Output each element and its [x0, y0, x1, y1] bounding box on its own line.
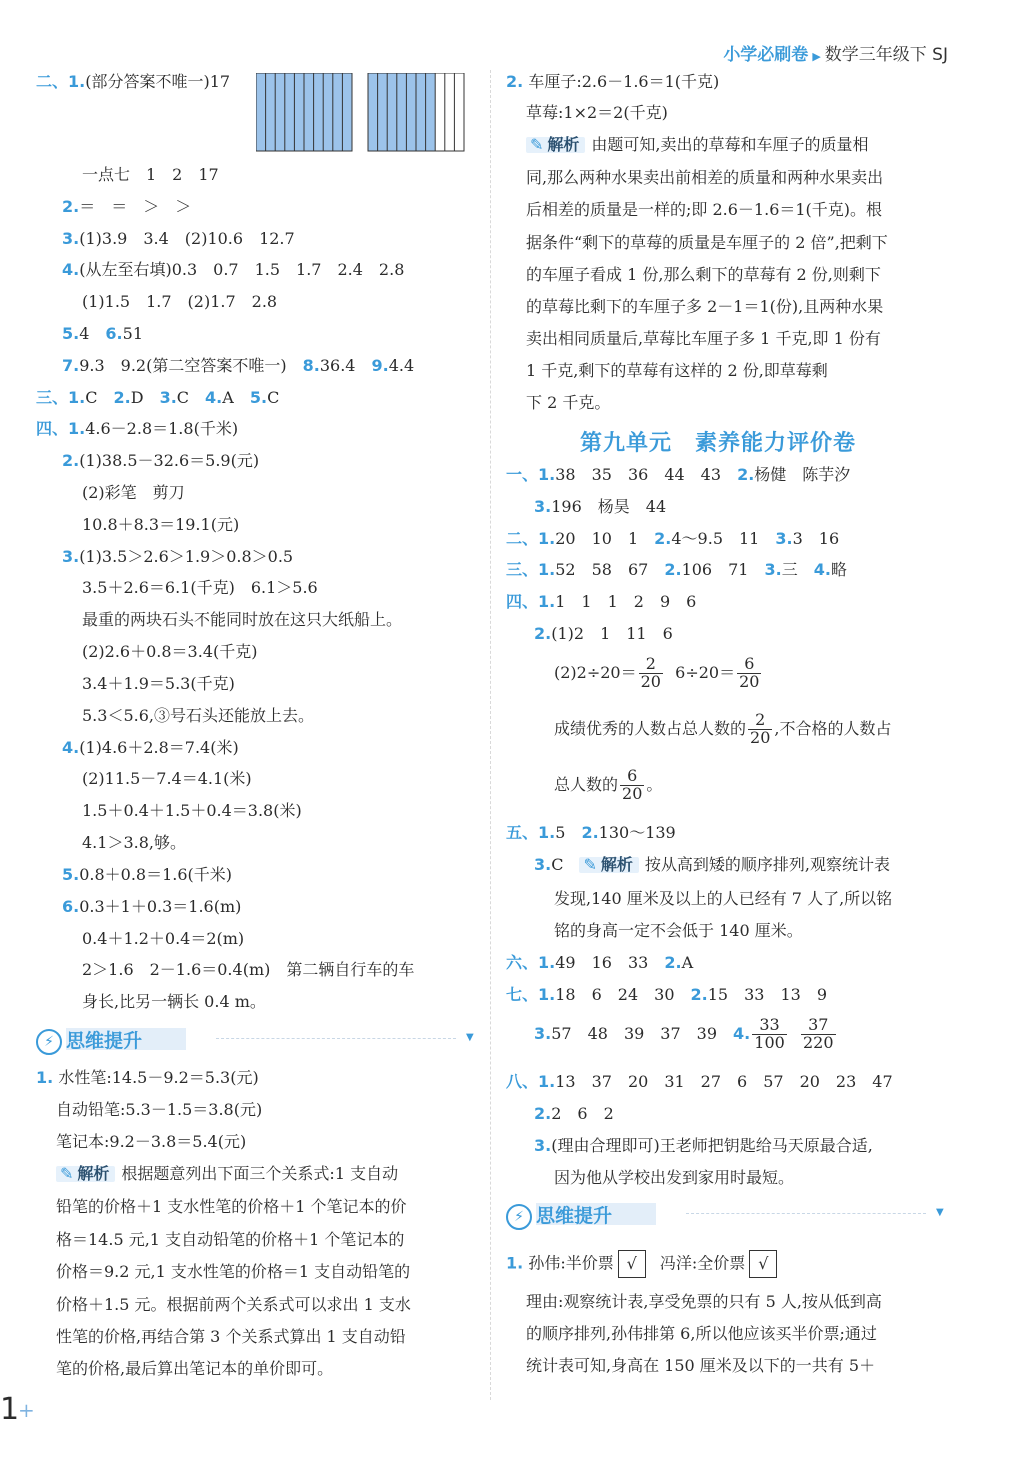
answer-line: 六、1.49 16 33 2.A: [506, 953, 694, 972]
answer-line: 二、1.20 10 1 2.4～9.5 11 3.3 16: [506, 529, 840, 548]
lightning-icon: ⚡: [506, 1204, 532, 1230]
banner-title: 思维提升: [536, 1205, 613, 1227]
brand-label: 小学必刷卷: [723, 45, 809, 65]
answer-line: 理由:观察统计表,享受免票的只有 5 人,按从低到高: [526, 1292, 882, 1311]
answer-line: 1. 孙伟:半价票 √ 冯洋:全价票 √: [506, 1250, 781, 1278]
analysis-line: 铭的身高一定不会低于 140 厘米。: [554, 921, 803, 940]
banner-title: 思维提升: [66, 1030, 143, 1052]
fraction: $\frac{6}{20}$: [739, 654, 760, 691]
analysis-line: 卖出相同质量后,草莓比车厘子多 1 千克,即 1 份有: [526, 329, 881, 348]
checkbox-checked: √: [749, 1250, 777, 1278]
answer-line: (2)2÷20＝ $\frac{2}{20}$ 6÷20＝ $\frac{6}{20}$: [554, 654, 760, 691]
analysis-line: 后相差的质量是一样的;即 2.6－1.6＝1(千克)。根: [526, 200, 883, 219]
analysis-line: 1 千克,剩下的草莓有这样的 2 份,即草莓剩: [526, 361, 828, 380]
answer-line: 三、1.52 58 67 2.106 71 3.三 4.略: [506, 560, 847, 579]
answer-line: 5.0.8＋0.8＝1.6(千米): [62, 865, 233, 884]
analysis-line: 的车厘子看成 1 份,那么剩下的草莓有 2 份,则剩下: [526, 265, 881, 284]
answer-line: 四、1.1 1 1 2 9 6: [506, 592, 697, 611]
answer-line: 2＞1.6 2－1.6＝0.4(m) 第二辆自行车的车: [82, 960, 415, 979]
analysis-line: 据条件“剩下的草莓的质量是车厘子的 2 倍”,把剩下: [526, 233, 888, 252]
analysis-line: ✎ 解析 由题可知,卖出的草莓和车厘子的质量相: [526, 137, 869, 153]
answer-line: 因为他从学校出发到家用时最短。: [554, 1168, 795, 1187]
answer-line: 2.＝ ＝ ＞ ＞: [62, 197, 192, 216]
checkbox-checked: √: [618, 1250, 646, 1278]
answer-line: 最重的两块石头不能同时放在这只大纸船上。: [82, 610, 403, 629]
unit-title: 第九单元 素养能力评价卷: [580, 431, 857, 456]
triangle-icon: ▶: [812, 50, 821, 63]
page-header: [723, 40, 948, 65]
answer-line: (2)11.5－7.4＝4.1(米): [82, 769, 252, 788]
answer-line: 3.C ✎ 解析 按从高到矮的顺序排列,观察统计表: [534, 855, 890, 874]
analysis-line: 价格＋1.5 元。根据前两个关系式可以求出 1 支水: [56, 1295, 411, 1314]
answer-line: 一、1.38 35 36 44 43 2.杨健 陈芋汐: [506, 465, 851, 484]
answer-line: 五、1.5 2.130～139: [506, 823, 676, 842]
answer-line: 5.3＜5.6,③号石头还能放上去。: [82, 706, 314, 725]
answer-line: 4.(1)4.6＋2.8＝7.4(米): [62, 738, 239, 757]
answer-line: 八、1.13 37 20 31 27 6 57 20 23 47: [506, 1072, 893, 1091]
analysis-tag: ✎ 解析: [526, 137, 585, 153]
answer-line: 2.2 6 2: [534, 1104, 614, 1123]
answer-line: 3.(1)3.9 3.4 (2)10.6 12.7: [62, 229, 295, 248]
answer-line: (1)1.5 1.7 (2)1.7 2.8: [82, 292, 278, 311]
lightning-icon: ⚡: [36, 1029, 62, 1055]
analysis-line: 下 2 千克。: [526, 393, 611, 412]
answer-line: 3.4＋1.9＝5.3(千克): [82, 674, 235, 693]
answer-line: 3.(理由合理即可)王老师把钥匙给马天原最合适,: [534, 1136, 873, 1155]
arrow-down-icon: ▼: [936, 1207, 944, 1218]
answer-line: 的顺序排列,孙伟排第 6,所以他应该买半价票;通过: [526, 1324, 877, 1343]
answer-line: 身长,比另一辆长 0.4 m。: [82, 992, 266, 1011]
answer-line: 统计表可知,身高在 150 厘米及以下的一共有 5＋: [526, 1356, 876, 1375]
answer-line: 3.(1)3.5＞2.6＞1.9＞0.8＞0.5: [62, 547, 294, 566]
analysis-line: ✎ 解析 根据题意列出下面三个关系式:1 支自动: [56, 1166, 398, 1182]
answer-line: 6.0.3＋1＋0.3＝1.6(m): [62, 897, 242, 916]
answer-line: 1.5＋0.4＋1.5＋0.4＝3.8(米): [82, 801, 302, 820]
fraction: $\frac{2}{20}$: [640, 654, 661, 691]
answer-line: 3.57 48 39 37 39 4. $\frac{33}{100}$ $\frac{37}{220}$: [534, 1015, 834, 1052]
answer-line: 3.5＋2.6＝6.1(千克) 6.1＞5.6: [82, 578, 318, 597]
answer-line: 2. 车厘子:2.6－1.6＝1(千克): [506, 72, 720, 91]
answer-line: 2.(1)38.5－32.6＝5.9(元): [62, 451, 260, 470]
section-banner: [506, 1201, 946, 1227]
answer-line: 7.9.3 9.2(第二空答案不唯一) 8.36.4 9.4.4: [62, 356, 415, 375]
analysis-line: 同,那么两种水果卖出前相差的质量和两种水果卖出: [526, 168, 884, 187]
plus-icon: +: [18, 1398, 35, 1422]
pencil-icon: ✎: [583, 855, 597, 874]
arrow-down-icon: ▼: [466, 1032, 474, 1043]
answer-line: 自动铅笔:5.3－1.5＝3.8(元): [56, 1100, 263, 1119]
answer-line: 1. 水性笔:14.5－9.2＝5.3(元): [36, 1068, 259, 1087]
answer-line: 10.8＋8.3＝19.1(元): [82, 515, 240, 534]
answer-line: 2.(1)2 1 11 6: [534, 624, 673, 643]
answer-line: 三、1.C 2.D 3.C 4.A 5.C: [36, 388, 280, 407]
answer-line: (2)彩笔 剪刀: [82, 483, 185, 502]
answer-line: 一点七 1 2 17: [82, 165, 219, 184]
fraction: $\frac{2}{20}$: [750, 710, 771, 747]
answer-line: 0.4＋1.2＋0.4＝2(m): [82, 929, 245, 948]
page-number: 1: [0, 1392, 20, 1427]
answer-line: 二、1.(部分答案不唯一)17: [36, 72, 231, 91]
analysis-line: 价格＝9.2 元,1 支水性笔的价格＝1 支自动铅笔的: [56, 1262, 411, 1281]
fraction: $\frac{37}{220}$: [802, 1015, 834, 1052]
answer-line: 笔记本:9.2－3.8＝5.4(元): [56, 1132, 247, 1151]
answer-line: (2)2.6＋0.8＝3.4(千克): [82, 642, 258, 661]
answer-line: 4.1＞3.8,够。: [82, 833, 186, 852]
analysis-line: 发现,140 厘米及以上的人已经有 7 人了,所以铭: [554, 889, 893, 908]
pencil-icon: ✎: [60, 1164, 74, 1183]
analysis-line: 笔的价格,最后算出笔记本的单价即可。: [56, 1359, 334, 1378]
fraction: $\frac{33}{100}$: [754, 1015, 785, 1052]
answer-line: 四、1.4.6－2.8＝1.8(千米): [36, 419, 239, 438]
analysis-line: 性笔的价格,再结合第 3 个关系式算出 1 支自动铅: [56, 1327, 406, 1346]
fraction: $\frac{6}{20}$: [622, 766, 643, 803]
analysis-line: 的草莓比剩下的车厘子多 2－1＝1(份),且两种水果: [526, 297, 884, 316]
answer-line: 七、1.18 6 24 30 2.15 33 13 9: [506, 985, 827, 1004]
analysis-line: 格＝14.5 元,1 支自动铅笔的价格＋1 个笔记本的: [56, 1230, 405, 1249]
decimal-grid-figure: [256, 73, 466, 153]
analysis-line: 铅笔的价格＋1 支水性笔的价格＋1 个笔记本的价: [56, 1197, 407, 1216]
analysis-tag: ✎ 解析: [579, 857, 638, 873]
answer-line: 4.(从左至右填)0.3 0.7 1.5 1.7 2.4 2.8: [62, 260, 405, 279]
section-banner: [36, 1026, 476, 1052]
column-divider: [490, 70, 491, 1400]
answer-line: 3.196 杨昊 44: [534, 497, 667, 516]
answer-line: 成绩优秀的人数占总人数的 $\frac{2}{20}$ ,不合格的人数占: [554, 710, 892, 747]
answer-line: 5.4 6.51: [62, 324, 143, 343]
answer-line: 总人数的 $\frac{6}{20}$ 。: [554, 766, 663, 803]
answer-line: 草莓:1×2＝2(千克): [526, 103, 668, 122]
analysis-tag: ✎ 解析: [56, 1166, 115, 1182]
subject-label: 数学三年级下 SJ: [824, 45, 948, 65]
pencil-icon: ✎: [530, 135, 544, 154]
